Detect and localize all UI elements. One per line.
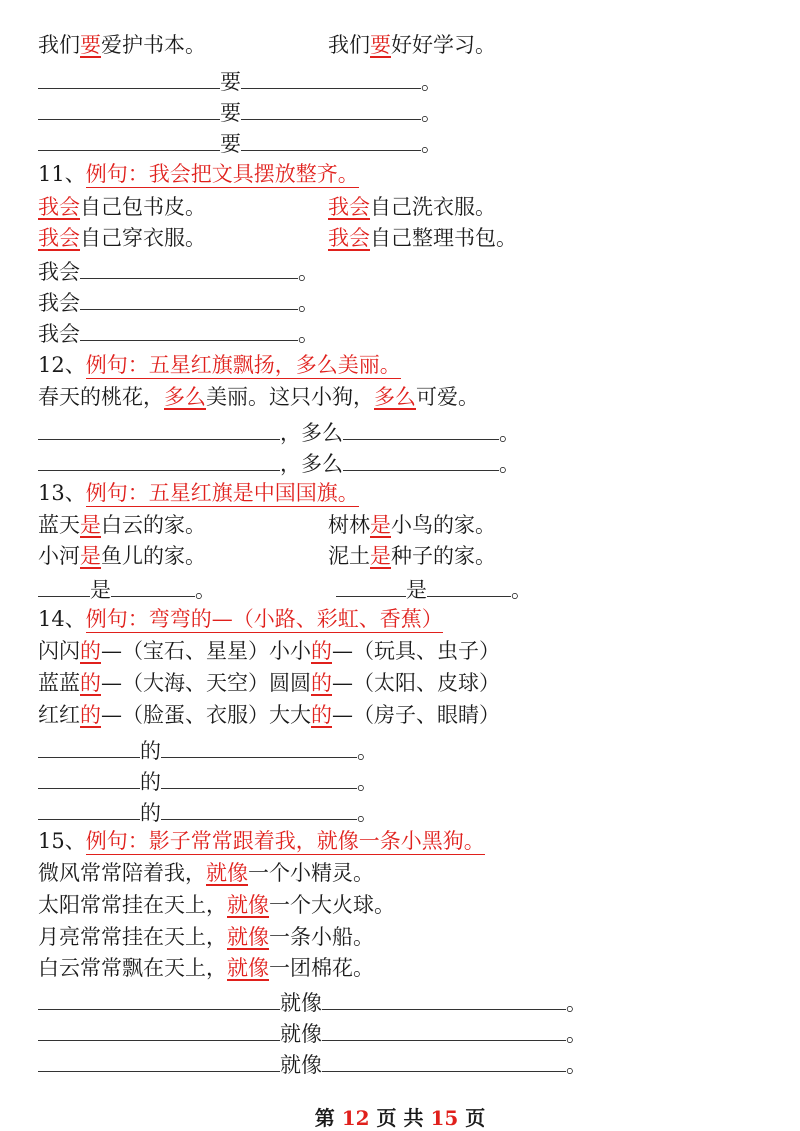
key-word: 要 [80,33,101,57]
blank-field[interactable] [241,126,421,151]
key-word: 就像 [227,925,269,949]
key-word: 就像 [227,893,269,917]
blank-field[interactable] [343,446,499,471]
example-title: 例句：影子常常跟着我，就像一条小黑狗。 [85,829,485,853]
fill-line: 要 。 [38,64,442,95]
blank-field[interactable] [38,95,220,120]
example-sentence: 我会自己穿衣服。 [38,226,206,250]
key-word: 多么 [164,385,206,409]
example-sentence: 树林是小鸟的家。 [328,513,496,537]
fill-line: ，多么 。 [38,446,520,477]
example-sentence: 闪闪的—（宝石、星星）小小的—（玩具、虫子） [38,639,500,663]
key-word: 要 [370,33,391,57]
example-sentence: 泥土是种子的家。 [328,544,496,568]
fill-line: 的 。 [38,795,378,826]
key-word: 的 [311,639,332,663]
blank-field[interactable] [38,764,140,789]
fill-line: 的 。 [38,733,378,764]
section-heading: 11、例句：我会把文具摆放整齐。 [38,162,359,186]
example-title: 例句：弯弯的—（小路、彩虹、香蕉） [85,607,443,631]
blank-field[interactable] [161,733,357,758]
total-page-number: 15 [430,1106,459,1130]
key-word: 我会 [328,195,370,219]
example-title: 例句：五星红旗是中国国旗。 [85,481,359,505]
example-sentence: 我会自己洗衣服。 [328,195,496,219]
key-word: 的 [311,703,332,727]
example-sentence: 白云常常飘在天上，就像一团棉花。 [38,956,374,980]
key-word: 我会 [328,226,370,250]
current-page-number: 12 [341,1106,370,1130]
blank-field[interactable] [427,572,511,597]
example-sentence: 我会自己整理书包。 [328,226,517,250]
blank-field[interactable] [336,572,406,597]
blank-field[interactable] [80,316,298,341]
key-word: 就像 [206,861,248,885]
example-sentence: 我们要好好学习。 [328,33,496,57]
blank-field[interactable] [343,415,499,440]
blank-field[interactable] [241,95,421,120]
key-word: 的 [80,671,101,695]
key-word: 多么 [374,385,416,409]
blank-field[interactable] [38,985,280,1010]
fill-line: 我会 。 [38,254,319,285]
section-heading: 15、例句：影子常常跟着我，就像一条小黑狗。 [38,829,485,853]
blank-field[interactable] [38,64,220,89]
example-sentence: 蓝蓝的—（大海、天空）圆圆的—（太阳、皮球） [38,671,500,695]
example-sentence: 春天的桃花，多么美丽。这只小狗，多么可爱。 [38,385,479,409]
page-footer: 第 12 页 共 15 页 [314,1106,486,1130]
fill-line: ，多么 。 [38,415,520,446]
key-word: 是 [80,544,101,568]
fill-line: 我会 。 [38,285,319,316]
fill-line: 是 。 [336,572,532,603]
key-word: 的 [80,639,101,663]
fill-line: 就像 。 [38,1047,587,1078]
fill-line: 就像 。 [38,1016,587,1047]
key-word: 是 [80,513,101,537]
blank-field[interactable] [161,764,357,789]
key-word: 是 [370,513,391,537]
blank-field[interactable] [111,572,195,597]
blank-field[interactable] [80,285,298,310]
fill-line: 是 。 [38,572,216,603]
key-word: 的 [80,703,101,727]
blank-field[interactable] [80,254,298,279]
blank-field[interactable] [161,795,357,820]
example-sentence: 我们要爱护书本。 [38,33,206,57]
key-word: 我会 [38,195,80,219]
blank-field[interactable] [38,1047,280,1072]
blank-field[interactable] [38,795,140,820]
blank-field[interactable] [38,733,140,758]
example-title: 例句：我会把文具摆放整齐。 [85,162,359,186]
example-sentence: 太阳常常挂在天上，就像一个大火球。 [38,893,395,917]
example-sentence: 微风常常陪着我，就像一个小精灵。 [38,861,374,885]
example-sentence: 红红的—（脸蛋、衣服）大大的—（房子、眼睛） [38,703,500,727]
section-heading: 13、例句：五星红旗是中国国旗。 [38,481,359,505]
blank-field[interactable] [38,446,280,471]
blank-field[interactable] [241,64,421,89]
fill-line: 要 。 [38,95,442,126]
section-heading: 12、例句：五星红旗飘扬，多么美丽。 [38,353,401,377]
fill-line: 就像 。 [38,985,587,1016]
example-sentence: 我会自己包书皮。 [38,195,206,219]
fill-line: 的 。 [38,764,378,795]
blank-field[interactable] [322,1047,566,1072]
example-sentence: 小河是鱼儿的家。 [38,544,206,568]
blank-field[interactable] [38,126,220,151]
key-word: 我会 [38,226,80,250]
key-word: 是 [370,544,391,568]
key-word: 的 [311,671,332,695]
section-heading: 14、例句：弯弯的—（小路、彩虹、香蕉） [38,607,443,631]
blank-field[interactable] [38,572,90,597]
key-word: 就像 [227,956,269,980]
blank-field[interactable] [38,1016,280,1041]
example-sentence: 蓝天是白云的家。 [38,513,206,537]
blank-field[interactable] [322,1016,566,1041]
blank-field[interactable] [38,415,280,440]
fill-line: 我会 。 [38,316,319,347]
fill-line: 要 。 [38,126,442,157]
example-title: 例句：五星红旗飘扬，多么美丽。 [85,353,401,377]
blank-field[interactable] [322,985,566,1010]
example-sentence: 月亮常常挂在天上，就像一条小船。 [38,925,374,949]
